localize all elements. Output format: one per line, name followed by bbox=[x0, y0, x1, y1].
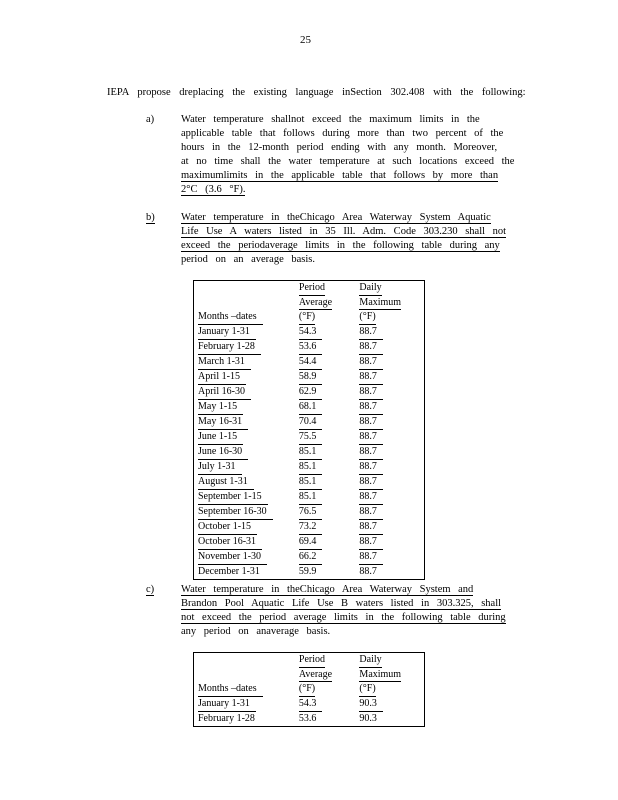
table-row bbox=[194, 370, 425, 385]
cell-months: April 1-15 bbox=[198, 370, 246, 385]
para-a-line: at no time shall the water temperature at such locations exceed the bbox=[181, 156, 515, 167]
para-b-line: Life Use A waters listed in 35 Ill. Adm. Code 303.230 shall not bbox=[181, 226, 507, 237]
para-a-label: a) bbox=[146, 114, 155, 125]
cell-months: January 1-31 bbox=[198, 325, 256, 340]
cell-months: December 1-31 bbox=[198, 565, 260, 577]
cell-daily-maximum: 90.3 bbox=[359, 697, 383, 712]
cell-daily-maximum: 88.7 bbox=[359, 520, 383, 535]
header-months: Months –dates bbox=[198, 310, 263, 325]
header-average: Average bbox=[299, 668, 332, 683]
table-header-row bbox=[194, 653, 425, 697]
cell-period-average: 70.4 bbox=[299, 415, 323, 430]
para-a-line: hours in the 12-month period ending with any month. Moreover, bbox=[181, 142, 498, 153]
cell-months: January 1-31 bbox=[198, 697, 256, 712]
header-maximum: Maximum bbox=[359, 668, 401, 683]
cell-months: September 1-15 bbox=[198, 490, 268, 505]
header-period: Period bbox=[299, 281, 325, 296]
header-daily: Daily bbox=[359, 653, 381, 668]
header-unit: (°F) bbox=[299, 310, 315, 325]
table-row bbox=[194, 415, 425, 430]
para-a-line: 2°C (3.6 °F). bbox=[181, 184, 246, 195]
header-unit: (°F) bbox=[359, 682, 375, 697]
temperature-table-c bbox=[193, 652, 425, 727]
cell-period-average: 53.6 bbox=[298, 712, 317, 724]
cell-period-average: 76.5 bbox=[299, 505, 323, 520]
cell-daily-maximum: 88.7 bbox=[359, 565, 377, 577]
table-row bbox=[194, 385, 425, 400]
table-row bbox=[194, 430, 425, 445]
cell-period-average: 62.9 bbox=[299, 385, 323, 400]
header-unit: (°F) bbox=[359, 310, 375, 325]
table-row bbox=[194, 475, 425, 490]
cell-daily-maximum: 88.7 bbox=[359, 370, 383, 385]
cell-months: June 16-30 bbox=[198, 445, 248, 460]
cell-period-average: 58.9 bbox=[299, 370, 323, 385]
para-c-line: Brandon Pool Aquatic Life Use B waters listed in 303.325, shall bbox=[181, 598, 502, 609]
cell-period-average: 85.1 bbox=[299, 460, 323, 475]
table-row bbox=[194, 325, 425, 340]
cell-months: March 1-31 bbox=[198, 355, 251, 370]
cell-months: October 1-15 bbox=[198, 520, 257, 535]
cell-daily-maximum: 88.7 bbox=[359, 460, 383, 475]
table-header-row bbox=[194, 281, 425, 325]
cell-period-average: 54.3 bbox=[299, 325, 323, 340]
cell-daily-maximum: 88.7 bbox=[359, 355, 383, 370]
cell-period-average: 73.2 bbox=[299, 520, 323, 535]
cell-daily-maximum: 88.7 bbox=[359, 385, 383, 400]
para-b-line: Water temperature in theChicago Area Waterway System Aquatic bbox=[181, 212, 491, 223]
cell-period-average: 59.9 bbox=[298, 565, 317, 577]
para-a-line: Water temperature shallnot exceed the maximum limits in the bbox=[181, 114, 480, 125]
temperature-table-b bbox=[193, 280, 425, 580]
cell-months: August 1-31 bbox=[198, 475, 254, 490]
para-a-line: maximumlimits in the applicable table that follows by more than bbox=[181, 170, 499, 181]
cell-period-average: 69.4 bbox=[299, 535, 323, 550]
cell-months: September 16-30 bbox=[198, 505, 273, 520]
table-row bbox=[194, 355, 425, 370]
table-row bbox=[194, 697, 425, 712]
cell-period-average: 68.1 bbox=[299, 400, 323, 415]
cell-daily-maximum: 88.7 bbox=[359, 535, 383, 550]
cell-months: May 16-31 bbox=[198, 415, 248, 430]
cell-daily-maximum: 88.7 bbox=[359, 550, 383, 565]
cell-daily-maximum: 88.7 bbox=[359, 490, 383, 505]
table-row bbox=[194, 400, 425, 415]
cell-months: May 1-15 bbox=[198, 400, 243, 415]
table-row bbox=[194, 550, 425, 565]
table-row bbox=[194, 460, 425, 475]
cell-months: October 16-31 bbox=[198, 535, 262, 550]
cell-daily-maximum: 88.7 bbox=[359, 325, 383, 340]
para-c-line: not exceed the period average limits in the following table during bbox=[181, 612, 506, 623]
header-unit: (°F) bbox=[299, 682, 315, 697]
table-row bbox=[194, 490, 425, 505]
cell-daily-maximum: 88.7 bbox=[359, 400, 383, 415]
para-c-label: c) bbox=[146, 584, 155, 595]
table-row bbox=[194, 535, 425, 550]
para-a-line: applicable table that follows during more than two percent of the bbox=[181, 128, 504, 139]
header-months: Months –dates bbox=[198, 682, 263, 697]
cell-period-average: 54.4 bbox=[299, 355, 323, 370]
cell-daily-maximum: 88.7 bbox=[359, 415, 383, 430]
cell-daily-maximum: 88.7 bbox=[359, 505, 383, 520]
cell-period-average: 54.3 bbox=[299, 697, 323, 712]
table-row bbox=[194, 712, 425, 727]
para-c-line: any period on anaverage basis. bbox=[181, 626, 331, 637]
cell-period-average: 85.1 bbox=[299, 490, 323, 505]
para-b-label: b) bbox=[146, 212, 155, 223]
cell-daily-maximum: 88.7 bbox=[359, 475, 383, 490]
cell-months: February 1-28 bbox=[198, 340, 261, 355]
intro-text: IEPA propose dreplacing the existing language inSection 302.408 with the following: bbox=[107, 87, 526, 98]
table-row bbox=[194, 340, 425, 355]
cell-daily-maximum: 88.7 bbox=[359, 445, 383, 460]
para-b-line: period on an average basis. bbox=[181, 254, 315, 265]
cell-months: July 1-31 bbox=[198, 460, 242, 475]
para-b-line: exceed the periodaverage limits in the following table during any bbox=[181, 240, 500, 251]
header-daily: Daily bbox=[359, 281, 381, 296]
cell-daily-maximum: 90.3 bbox=[359, 712, 377, 724]
cell-period-average: 66.2 bbox=[299, 550, 323, 565]
cell-period-average: 75.5 bbox=[299, 430, 323, 445]
cell-daily-maximum: 88.7 bbox=[359, 430, 383, 445]
cell-months: April 16-30 bbox=[198, 385, 251, 400]
cell-months: June 1-15 bbox=[198, 430, 243, 445]
cell-months: February 1-28 bbox=[198, 712, 255, 724]
header-maximum: Maximum bbox=[359, 296, 401, 311]
header-average: Average bbox=[299, 296, 332, 311]
table-row bbox=[194, 520, 425, 535]
page-number: 25 bbox=[300, 34, 311, 46]
header-period: Period bbox=[299, 653, 325, 668]
table-row bbox=[194, 505, 425, 520]
cell-period-average: 53.6 bbox=[299, 340, 323, 355]
para-c-line: Water temperature in theChicago Area Waterway System and bbox=[181, 584, 474, 595]
table-row bbox=[194, 445, 425, 460]
cell-period-average: 85.1 bbox=[299, 445, 323, 460]
cell-daily-maximum: 88.7 bbox=[359, 340, 383, 355]
cell-period-average: 85.1 bbox=[299, 475, 323, 490]
cell-months: November 1-30 bbox=[198, 550, 267, 565]
table-row bbox=[194, 565, 425, 580]
